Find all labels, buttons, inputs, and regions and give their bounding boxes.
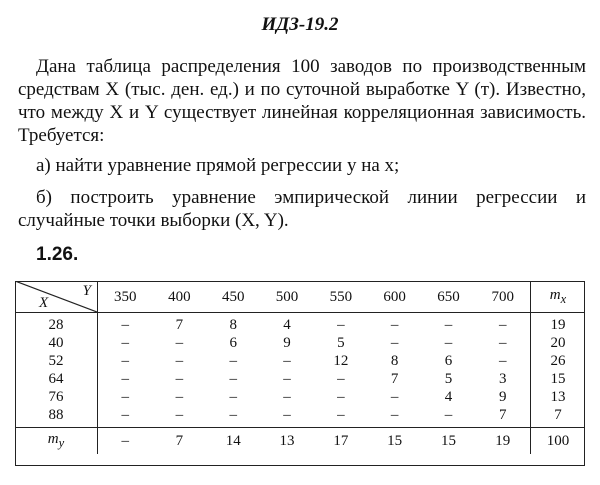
frequency-cell: – [229,389,237,405]
frequency-cell: 5 [337,335,345,351]
frequency-cell: – [121,335,129,351]
x-value-cell: 64 [15,370,98,388]
my-row [15,428,585,455]
frequency-cell: – [444,317,453,333]
mx-header-letter: m [549,286,561,303]
frequency-cell: – [175,335,184,351]
frequency-cell: 12 [333,353,349,369]
mx-cell: 26 [531,352,586,370]
frequency-cell: 9 [283,335,291,351]
x-value-cell: 88 [15,406,98,428]
y-value-header: 700 [475,281,530,313]
frequency-cell: 6 [229,335,237,351]
mx-cell: 20 [531,334,586,352]
table-row [15,352,585,370]
page-title: ИДЗ-19.2 [261,14,339,35]
x-value-cell: 40 [15,334,98,352]
frequency-cell: – [283,371,291,387]
frequency-cell: – [337,407,345,423]
table-row [15,388,585,406]
table-row [15,334,585,352]
frequency-cell: 7 [175,317,184,333]
frequency-cell: 6 [444,353,453,369]
frequency-cell: 7 [498,407,507,423]
corner-y-label: Y [82,283,91,299]
frequency-cell: – [229,407,237,423]
frequency-cell: – [283,389,291,405]
y-value-header: 450 [206,281,260,313]
y-value-header: 400 [153,281,207,313]
frequency-cell: 8 [390,353,399,369]
mx-cell: 7 [531,406,586,428]
my-cell: 15 [368,428,422,455]
frequency-cell: 9 [498,389,507,405]
x-value-cell: 76 [15,388,98,406]
frequency-cell: – [390,407,399,423]
x-value-cell: 52 [15,352,98,370]
table-row [15,313,585,335]
frequency-cell: – [498,353,507,369]
y-value-header: 650 [422,281,476,313]
my-cell: 19 [475,428,530,455]
frequency-cell: – [175,353,184,369]
frequency-cell: – [390,317,399,333]
frequency-cell: – [498,317,507,333]
frequency-cell: – [175,407,184,423]
my-cell: 14 [206,428,260,455]
frequency-cell: 4 [283,317,291,333]
frequency-cell: – [390,389,399,405]
my-label-letter: m [47,431,59,447]
header-row [15,281,585,313]
frequency-cell: – [337,389,345,405]
frequency-cell: – [444,407,453,423]
frequency-cell: – [498,335,507,351]
frequency-cell: – [283,407,291,423]
total-cell: 100 [531,428,586,455]
table-row [15,370,585,388]
y-value-header: 600 [368,281,422,313]
mx-cell: 15 [531,370,586,388]
my-cell: – [98,428,153,455]
frequency-cell: 8 [229,317,237,333]
my-cell: 17 [314,428,368,455]
my-cell: 15 [422,428,476,455]
task-a: а) найти уравнение прямой регрессии y на x; [36,155,400,176]
frequency-cell: – [444,335,453,351]
frequency-cell: – [121,371,129,387]
mx-cell: 13 [531,388,586,406]
frequency-cell: – [121,353,129,369]
frequency-cell: – [121,317,129,333]
frequency-cell: – [229,353,237,369]
frequency-cell: 5 [444,371,453,387]
x-value-cell: 28 [15,313,98,335]
mx-header-sub: x [560,291,567,306]
my-label-sub: y [58,436,65,450]
mx-header [531,281,586,313]
corner-cell [15,281,98,313]
frequency-cell: – [283,353,291,369]
frequency-cell: 4 [444,389,453,405]
mx-cell: 19 [531,313,586,335]
frequency-cell: – [337,317,345,333]
y-value-header: 500 [260,281,314,313]
frequency-cell: – [337,371,345,387]
frequency-cell: – [121,389,129,405]
frequency-cell: – [175,389,184,405]
distribution-table [15,281,585,454]
frequency-cell: 3 [498,371,507,387]
task-b: б) построить уравнение эмпирической линии регрессии и случайные точки выборки (X, Y). [18,187,586,231]
frequency-cell: – [121,407,129,423]
y-value-header: 350 [98,281,153,313]
my-cell: 7 [153,428,207,455]
problem-statement: Дана таблица распределения 100 заводов по производственным средствам X (тыс. ден. ед.) и по суточной выработке Y (т). Известно, что между X и Y существует линейная корреляционная зависимость. Требуется: [18,56,586,146]
y-value-header: 550 [314,281,368,313]
frequency-cell: – [229,371,237,387]
my-cell: 13 [260,428,314,455]
problem-number: 1.26. [36,244,79,265]
table-row [15,406,585,428]
corner-x-label: X [39,295,49,311]
frequency-cell: 7 [390,371,399,387]
frequency-cell: – [175,371,184,387]
frequency-cell: – [390,335,399,351]
my-label [15,428,98,455]
